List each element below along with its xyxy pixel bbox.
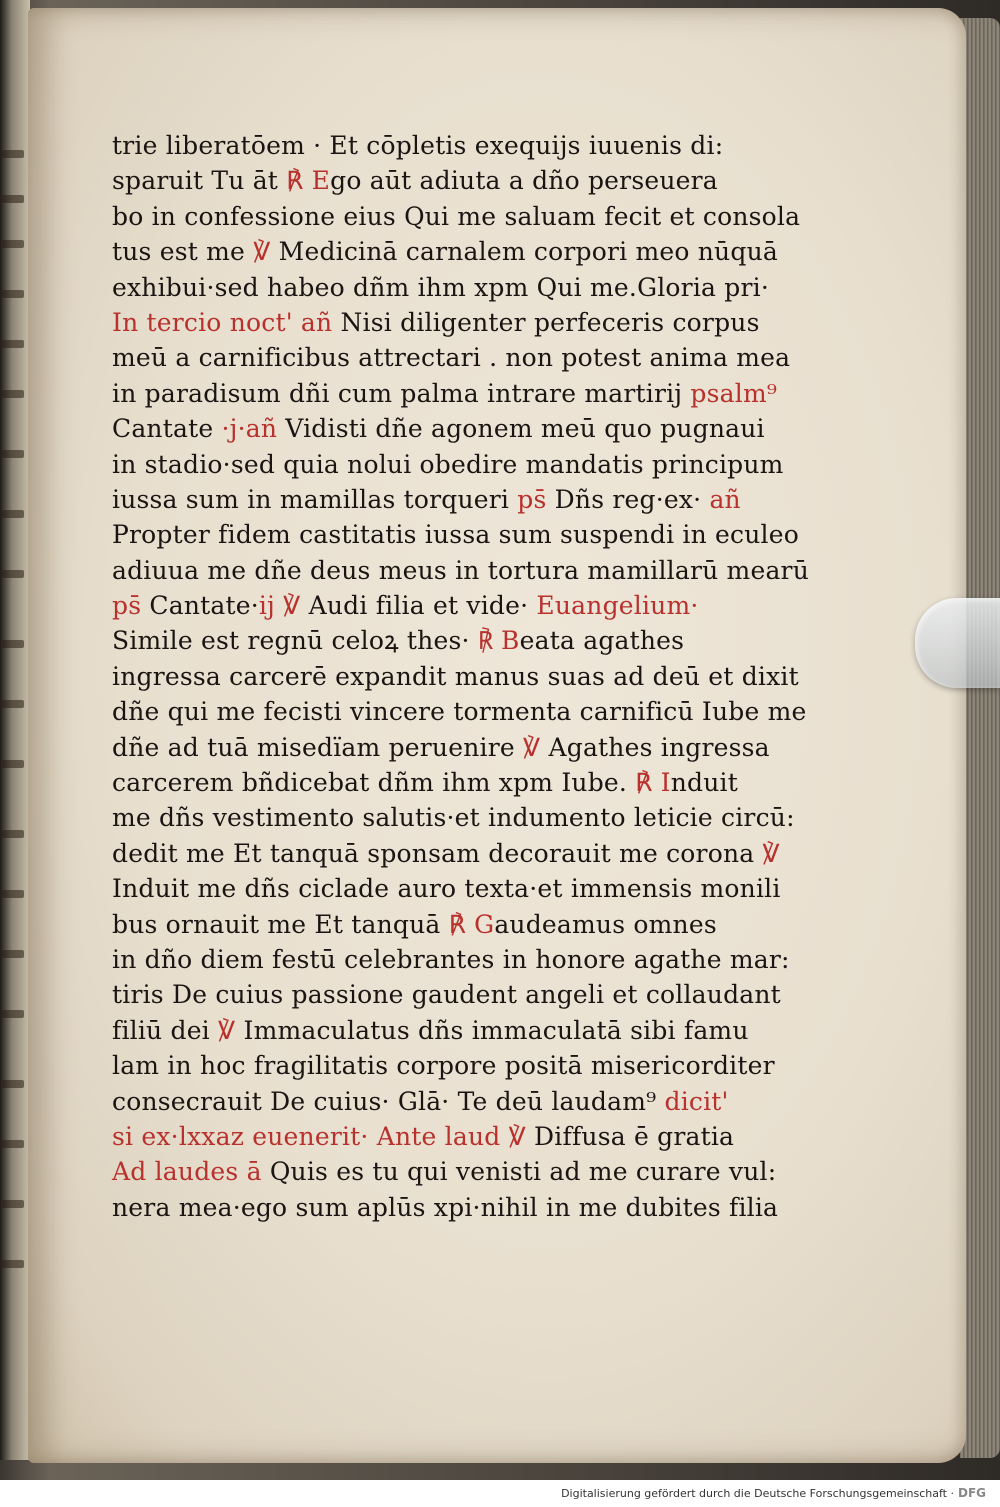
footer-credit — [561, 1486, 986, 1500]
text-segment: Audi filia et vide· — [300, 591, 537, 621]
text-line — [112, 553, 832, 588]
text-line — [112, 305, 832, 340]
rubric-segment: añ — [709, 484, 741, 514]
rubric-segment: dicit' — [664, 1086, 729, 1116]
facing-page-edge — [0, 0, 30, 1460]
text-segment: Medicinā carnalem corpori meo nūquā — [270, 237, 778, 267]
rubric-segment: ℣ — [218, 1015, 236, 1045]
page-clip — [915, 598, 1000, 688]
text-segment: nduit — [670, 768, 738, 798]
text-segment: lam in hoc fragilitatis corpore positā misericorditer — [112, 1051, 775, 1081]
text-segment: carcerem bñdicebat dñm ihm xpm Iube. — [112, 768, 636, 798]
rubric-segment: In tercio noct' añ — [112, 307, 341, 337]
rubric-segment: ℟ E — [286, 166, 331, 196]
text-line — [112, 1154, 832, 1189]
text-line — [112, 340, 832, 375]
text-line — [112, 1013, 832, 1048]
rubric-segment: ℣ — [523, 732, 541, 762]
text-segment: Immaculatus dñs immaculatā sibi famu — [235, 1015, 749, 1045]
text-segment: Nisi diligenter perfeceris corpus — [340, 307, 760, 337]
text-line — [112, 694, 832, 729]
text-segment: trie liberatōem · Et cōpletis exequijs iuuenis di: — [112, 131, 724, 160]
text-segment: Simile est regnū celoꝝ thes· — [112, 626, 478, 656]
rubric-segment: ℟ B — [477, 626, 520, 656]
rubric-segment: psalm⁹ — [690, 378, 778, 408]
text-line — [112, 1119, 832, 1154]
footer-credit-text: Digitalisierung gefördert durch die Deutsche Forschungsgemeinschaft · — [561, 1487, 954, 1500]
text-segment: Agathes ingressa — [540, 732, 770, 762]
text-segment: dedit me Et tanquā sponsam decorauit me corona — [112, 838, 763, 868]
rubric-segment: Ad laudes ā — [112, 1157, 262, 1187]
rubric-segment: ℟ G — [448, 909, 495, 939]
text-line — [112, 1084, 832, 1119]
text-segment: nera mea·ego sum aplūs xpi·nihil in me dubites filia — [112, 1192, 779, 1222]
text-line — [112, 128, 832, 163]
text-segment: exhibui·sed habeo dñm ihm xpm Qui me.Gloria pri· — [112, 272, 769, 302]
rubric-segment: ·j·añ — [221, 414, 278, 444]
rubric-segment: si ex·lxxaz euenerit· Ante laud ℣ — [112, 1121, 526, 1151]
text-line — [112, 730, 832, 765]
page-stack-edge — [960, 18, 1000, 1458]
text-line — [112, 871, 832, 906]
text-segment: tus est me — [112, 237, 254, 267]
text-line — [112, 765, 832, 800]
text-line — [112, 411, 832, 446]
text-line — [112, 234, 832, 269]
text-segment: go aūt adiuta a dño perseuera — [330, 166, 718, 196]
text-line — [112, 588, 832, 623]
rubric-segment: ps̄ — [112, 591, 142, 621]
rubric-segment: Euangelium· — [536, 591, 699, 621]
rubric-segment: ℣ — [762, 838, 780, 868]
text-line — [112, 199, 832, 234]
text-segment: audeamus omnes — [494, 909, 717, 939]
text-segment: eata agathes — [519, 626, 685, 656]
text-line — [112, 376, 832, 411]
text-segment: sparuit Tu āt — [112, 166, 287, 196]
text-segment: me dñs vestimento salutis·et indumento leticie circū: — [112, 803, 795, 833]
text-line — [112, 447, 832, 482]
text-segment: tiris De cuius passione gaudent angeli et collaudant — [112, 980, 781, 1010]
footer-bar — [0, 1480, 1000, 1507]
rubric-segment: ℣ — [253, 237, 271, 267]
text-line — [112, 482, 832, 517]
text-segment: in dño diem festū celebrantes in honore agathe mar: — [112, 944, 790, 974]
text-line — [112, 270, 832, 305]
text-segment: meū a carnificibus attrectari . non potest anima mea — [112, 343, 791, 373]
text-segment: bus ornauit me Et tanquā — [112, 909, 449, 939]
text-segment: iussa sum in mamillas torqueri — [112, 484, 518, 514]
text-line — [112, 659, 832, 694]
text-segment: in paradisum dñi cum palma intrare martirij — [112, 378, 691, 408]
rubric-segment: ps̄ — [517, 484, 547, 514]
text-line — [112, 1048, 832, 1083]
text-segment: bo in confessione eius Qui me saluam fecit et consola — [112, 201, 801, 231]
text-line — [112, 977, 832, 1012]
text-segment: Cantate· — [141, 591, 259, 621]
text-segment: Vidisti dñe agonem meū quo pugnaui — [277, 414, 765, 444]
text-line — [112, 163, 832, 198]
text-segment: filiū dei — [112, 1015, 219, 1045]
text-segment: dñe qui me fecisti vincere tormenta carnificū Iube me — [112, 697, 807, 727]
text-segment: Induit me dñs ciclade auro texta·et immensis monili — [112, 874, 781, 904]
dfg-logo: DFG — [957, 1486, 986, 1500]
text-line — [112, 1190, 832, 1225]
text-line — [112, 942, 832, 977]
text-segment: Quis es tu qui venisti ad me curare vul: — [261, 1157, 777, 1187]
rubric-segment: ℟ I — [635, 768, 671, 798]
rubric-segment: ij ℣ — [258, 591, 301, 621]
text-segment: Cantate — [112, 414, 222, 444]
text-line — [112, 800, 832, 835]
text-segment: Propter fidem castitatis iussa sum suspendi in eculeo — [112, 520, 799, 550]
text-line — [112, 517, 832, 552]
text-segment: consecrauit De cuius· Glā· Te deū laudam⁹ — [112, 1086, 665, 1116]
text-segment: Diffusa ē gratia — [525, 1121, 735, 1151]
text-segment: adiuua me dñe deus meus in tortura mamillarū mearū — [112, 555, 810, 585]
text-line — [112, 836, 832, 871]
text-segment: dñe ad tuā misedïam peruenire — [112, 732, 524, 762]
page-text-block — [112, 128, 832, 1225]
text-segment: in stadio·sed quia nolui obedire mandatis principum — [112, 449, 784, 479]
text-line — [112, 623, 832, 658]
text-line — [112, 907, 832, 942]
text-segment: ingressa carcerē expandit manus suas ad deū et dixit — [112, 661, 799, 691]
text-segment: Dñs reg·ex· — [546, 484, 710, 514]
